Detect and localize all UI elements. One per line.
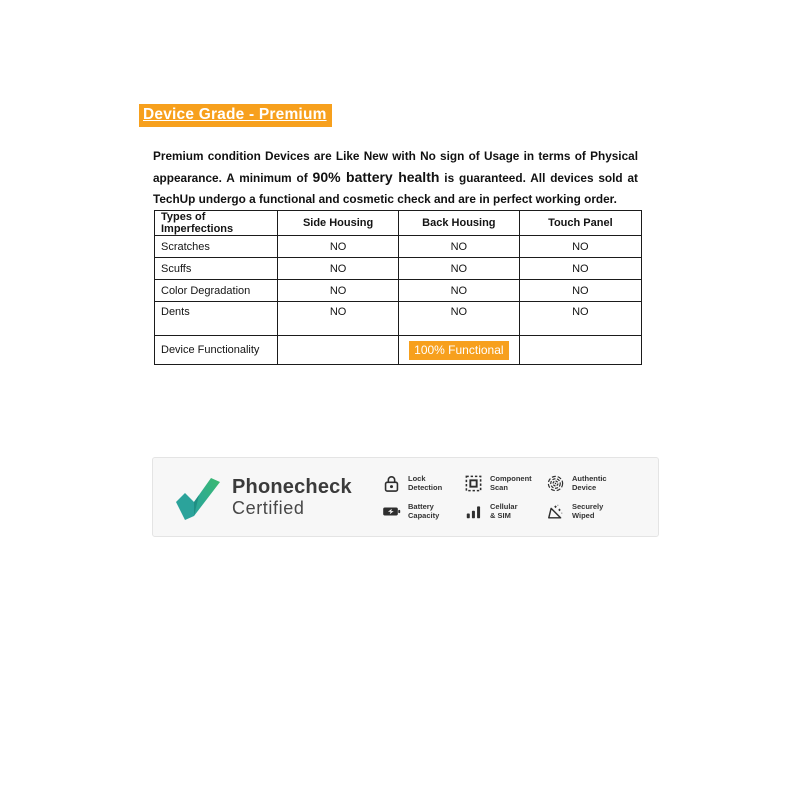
header-side-housing: Side Housing <box>278 211 399 236</box>
cell-value: NO <box>278 302 399 336</box>
feature-label: Authentic Device <box>572 474 607 492</box>
certification-features-grid <box>382 474 628 521</box>
row-label: Device Functionality <box>155 336 278 365</box>
cell-value <box>278 336 399 365</box>
functional-highlight: 100% Functional <box>409 341 508 360</box>
phonecheck-logo <box>175 472 352 522</box>
phonecheck-wordmark <box>232 477 352 517</box>
page-title: Device Grade - Premium <box>139 104 332 127</box>
feature-lock-detection <box>382 474 464 493</box>
table-row <box>155 302 642 336</box>
imperfections-table <box>154 210 642 365</box>
feature-label: Battery Capacity <box>408 502 440 520</box>
phonecheck-checkmark-icon <box>175 472 221 522</box>
wipe-icon <box>546 502 565 521</box>
feature-securely-wiped <box>546 502 628 521</box>
row-label: Color Degradation <box>155 280 278 302</box>
battery-health-emphasis: 90% battery health <box>312 169 440 185</box>
description-text-after: is guaranteed. All devices sold at TechUp undergo a functional and cosmetic check and are in perfect working order. <box>153 171 638 206</box>
row-label: Scuffs <box>155 258 278 280</box>
feature-cellular-sim <box>464 502 546 521</box>
header-back-housing: Back Housing <box>398 211 519 236</box>
table-header-row <box>155 211 642 236</box>
cell-value <box>519 336 641 365</box>
cell-value: NO <box>519 236 641 258</box>
phonecheck-brand-text: Phonecheck <box>232 476 352 498</box>
feature-component-scan <box>464 474 546 493</box>
cell-value: NO <box>398 302 519 336</box>
feature-battery-capacity <box>382 502 464 521</box>
cell-value: NO <box>519 302 641 336</box>
cell-functional <box>398 336 519 365</box>
feature-label: Securely Wiped <box>572 502 604 520</box>
table-row-device-functionality <box>155 336 642 365</box>
cell-value: NO <box>398 236 519 258</box>
cell-value: NO <box>398 258 519 280</box>
component-scan-icon <box>464 474 483 493</box>
cell-value: NO <box>398 280 519 302</box>
description-text-before: Premium condition Devices are Like New with No sign of Usage in terms of Physical appearance. A minimum of <box>153 149 638 185</box>
fingerprint-icon <box>546 474 565 493</box>
table-row <box>155 236 642 258</box>
cell-value: NO <box>278 280 399 302</box>
phonecheck-certified-panel <box>152 457 659 537</box>
cell-value: NO <box>519 280 641 302</box>
header-touch-panel: Touch Panel <box>519 211 641 236</box>
battery-icon <box>382 502 401 521</box>
lock-icon <box>382 474 401 493</box>
cell-value: NO <box>278 236 399 258</box>
row-label: Dents <box>155 302 278 336</box>
feature-authentic-device <box>546 474 628 493</box>
row-label: Scratches <box>155 236 278 258</box>
phonecheck-certified-text: Certified <box>232 498 305 518</box>
table-row <box>155 258 642 280</box>
header-types: Types of Imperfections <box>155 211 278 236</box>
feature-label: Component Scan <box>490 474 532 492</box>
feature-label: Lock Detection <box>408 474 443 492</box>
cell-value: NO <box>278 258 399 280</box>
cell-value: NO <box>519 258 641 280</box>
grade-description <box>153 146 638 210</box>
signal-bars-icon <box>464 502 483 521</box>
table-row <box>155 280 642 302</box>
feature-label: Cellular & SIM <box>490 502 518 520</box>
